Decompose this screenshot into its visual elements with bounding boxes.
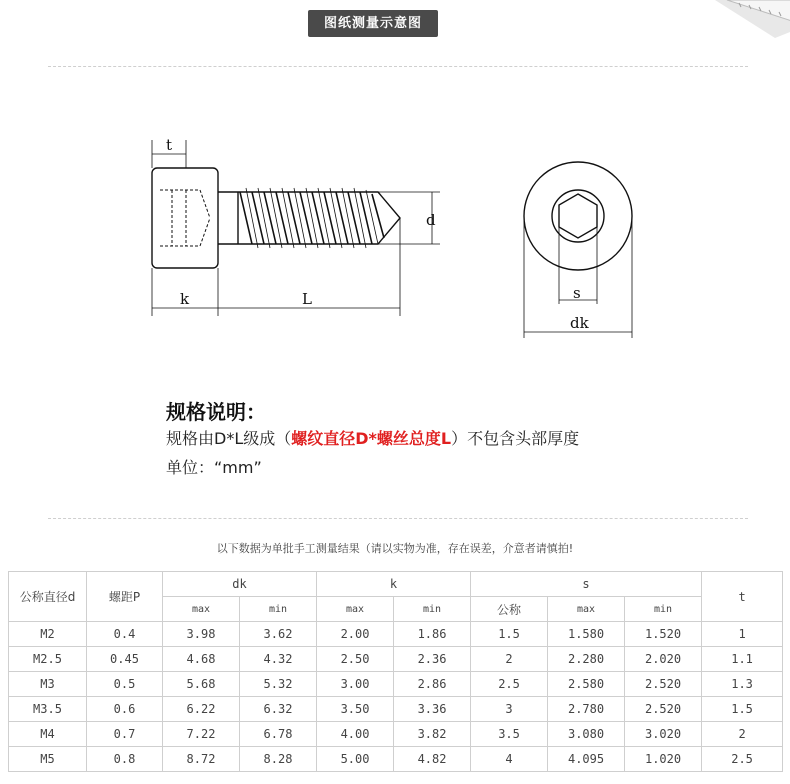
table-cell: 4.32 bbox=[240, 647, 317, 672]
header-dk: dk bbox=[163, 572, 317, 597]
table-cell: 3.98 bbox=[163, 622, 240, 647]
table-cell: 2.00 bbox=[317, 622, 394, 647]
table-cell: 4.82 bbox=[394, 747, 471, 772]
table-cell: 5.68 bbox=[163, 672, 240, 697]
header-t: t bbox=[702, 572, 783, 622]
table-row bbox=[9, 647, 783, 672]
table-cell: 2.780 bbox=[548, 697, 625, 722]
table-cell: 3.00 bbox=[317, 672, 394, 697]
table-cell: 8.72 bbox=[163, 747, 240, 772]
table-cell: 5.32 bbox=[240, 672, 317, 697]
table-row bbox=[9, 672, 783, 697]
spec-unit: 单位：“mm” bbox=[166, 458, 262, 477]
table-cell: 3.36 bbox=[394, 697, 471, 722]
table-cell: 1.5 bbox=[471, 622, 548, 647]
table-cell: 3.82 bbox=[394, 722, 471, 747]
tape-measure-image bbox=[705, 0, 790, 38]
header-dk-max: max bbox=[163, 597, 240, 622]
table-cell: 5.00 bbox=[317, 747, 394, 772]
table-row bbox=[9, 622, 783, 647]
table-cell: 0.6 bbox=[87, 697, 163, 722]
screw-drawing bbox=[0, 120, 790, 350]
label-s: s bbox=[573, 284, 581, 302]
table-cell: 2.520 bbox=[625, 697, 702, 722]
table-cell: 1.580 bbox=[548, 622, 625, 647]
table-cell: 6.32 bbox=[240, 697, 317, 722]
table-cell: 0.4 bbox=[87, 622, 163, 647]
table-cell: 4.68 bbox=[163, 647, 240, 672]
table-cell: 2.5 bbox=[702, 747, 783, 772]
table-cell: 2.280 bbox=[548, 647, 625, 672]
table-cell: 2.36 bbox=[394, 647, 471, 672]
table-cell: M3.5 bbox=[9, 697, 87, 722]
table-cell: 4.00 bbox=[317, 722, 394, 747]
table-cell: M3 bbox=[9, 672, 87, 697]
table-cell: 2.520 bbox=[625, 672, 702, 697]
label-t: t bbox=[166, 136, 173, 154]
header-k-max: max bbox=[317, 597, 394, 622]
label-k: k bbox=[180, 290, 190, 308]
spec-title: 规格说明： bbox=[166, 400, 266, 424]
label-dk: dk bbox=[570, 314, 589, 332]
table-cell: 0.7 bbox=[87, 722, 163, 747]
table-cell: 3.080 bbox=[548, 722, 625, 747]
spec-suffix: ）不包含头部厚度 bbox=[451, 429, 580, 448]
table-cell: 3 bbox=[471, 697, 548, 722]
table-cell: 1 bbox=[702, 622, 783, 647]
measurement-note: 以下数据为单批手工测量结果（请以实物为准，存在误差，介意者请慎拍! bbox=[216, 542, 574, 555]
header-s-min: min bbox=[625, 597, 702, 622]
label-L: L bbox=[302, 290, 312, 308]
table-cell: 6.78 bbox=[240, 722, 317, 747]
table-cell: 2.580 bbox=[548, 672, 625, 697]
table-cell: 2.5 bbox=[471, 672, 548, 697]
section-banner: 图纸测量示意图 bbox=[308, 10, 438, 37]
table-cell: 1.020 bbox=[625, 747, 702, 772]
table-cell: 4.095 bbox=[548, 747, 625, 772]
table-cell: 2 bbox=[471, 647, 548, 672]
table-header-row bbox=[9, 572, 783, 597]
header-diameter: 公称直径d bbox=[9, 572, 87, 622]
table-cell: 3.020 bbox=[625, 722, 702, 747]
spec-description bbox=[166, 426, 579, 449]
table-cell: M2 bbox=[9, 622, 87, 647]
table-cell: 2.86 bbox=[394, 672, 471, 697]
table-cell: 2.50 bbox=[317, 647, 394, 672]
table-row bbox=[9, 722, 783, 747]
table-cell: 8.28 bbox=[240, 747, 317, 772]
divider-top bbox=[48, 66, 748, 67]
header-dk-min: min bbox=[240, 597, 317, 622]
header-s-nominal: 公称 bbox=[471, 597, 548, 622]
label-d: d bbox=[426, 211, 436, 229]
header-pitch: 螺距P bbox=[87, 572, 163, 622]
table-cell: 1.86 bbox=[394, 622, 471, 647]
table-cell: 6.22 bbox=[163, 697, 240, 722]
table-cell: 1.1 bbox=[702, 647, 783, 672]
table-cell: 1.3 bbox=[702, 672, 783, 697]
header-s-max: max bbox=[548, 597, 625, 622]
spec-highlight: 螺纹直径D*螺丝总度L bbox=[291, 429, 452, 448]
table-cell: 7.22 bbox=[163, 722, 240, 747]
table-cell: 1.520 bbox=[625, 622, 702, 647]
divider-middle bbox=[48, 518, 748, 519]
table-cell: 4 bbox=[471, 747, 548, 772]
table-cell: 3.5 bbox=[471, 722, 548, 747]
table-row bbox=[9, 747, 783, 772]
spec-prefix: 规格由D*L级成（ bbox=[166, 429, 292, 448]
table-cell: 2.020 bbox=[625, 647, 702, 672]
table-cell: M4 bbox=[9, 722, 87, 747]
table-cell: 2 bbox=[702, 722, 783, 747]
header-k: k bbox=[317, 572, 471, 597]
table-cell: 0.45 bbox=[87, 647, 163, 672]
header-s: s bbox=[471, 572, 702, 597]
header-k-min: min bbox=[394, 597, 471, 622]
table-cell: 0.8 bbox=[87, 747, 163, 772]
spec-table bbox=[8, 571, 783, 772]
table-cell: 3.62 bbox=[240, 622, 317, 647]
table-cell: M2.5 bbox=[9, 647, 87, 672]
table-cell: 0.5 bbox=[87, 672, 163, 697]
table-row bbox=[9, 697, 783, 722]
table-cell: 1.5 bbox=[702, 697, 783, 722]
table-cell: M5 bbox=[9, 747, 87, 772]
table-cell: 3.50 bbox=[317, 697, 394, 722]
